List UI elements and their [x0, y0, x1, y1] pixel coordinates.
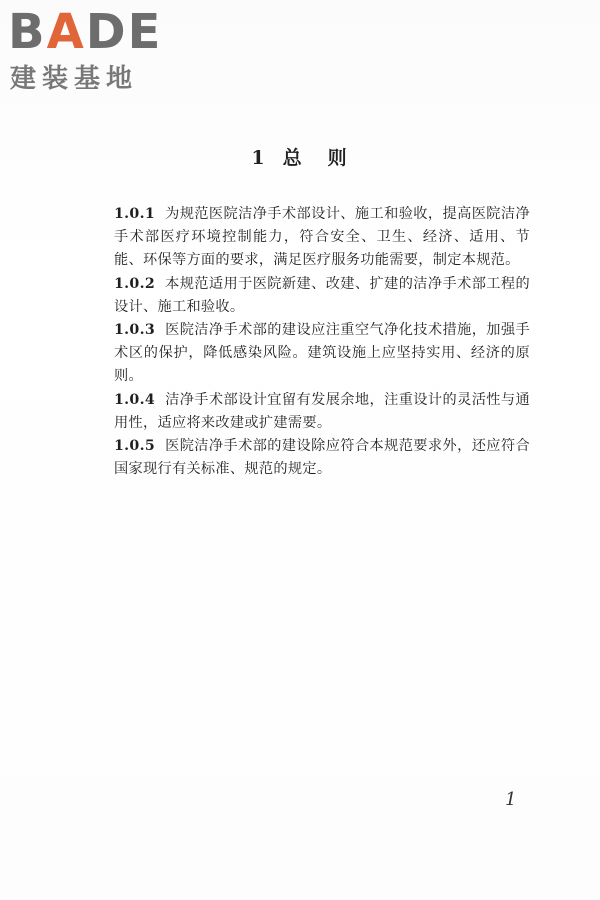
- clause-number: 1.0.3: [114, 322, 155, 339]
- logo-letters-de: DE: [85, 4, 163, 60]
- chapter-title-char-1: 总: [282, 147, 304, 169]
- logo-subtitle: 建装基地: [10, 64, 139, 94]
- logo-wordmark: [8, 6, 178, 58]
- clause-number: 1.0.2: [114, 275, 155, 292]
- chapter-title-char-2: 则: [327, 147, 349, 169]
- clause-1-0-1: [114, 203, 530, 273]
- page-number: 1: [505, 789, 517, 810]
- clause-1-0-3: [114, 319, 530, 389]
- clause-text: 医院洁净手术部的建设应注重空气净化技术措施，加强手术区的保护，降低感染风险。建筑设施上应坚持实用、经济的原则。: [114, 322, 530, 385]
- logo-letter-b: B: [8, 4, 47, 60]
- clause-text: 医院洁净手术部的建设除应符合本规范要求外，还应符合国家现行有关标准、规范的规定。: [114, 438, 530, 478]
- clauses-body: [114, 203, 530, 481]
- clause-number: 1.0.4: [114, 391, 155, 408]
- chapter-number: 1: [251, 147, 267, 169]
- clause-number: 1.0.1: [114, 206, 155, 222]
- clause-text: 洁净手术部设计宜留有发展余地，注重设计的灵活性与通用性，适应将来改建或扩建需要。: [114, 391, 530, 431]
- clause-number: 1.0.5: [114, 438, 155, 455]
- clause-1-0-5: [114, 435, 530, 481]
- clause-text: 为规范医院洁净手术部设计、施工和验收，提高医院洁净手术部医疗环境控制能力，符合安全、卫生、经济、适用、节能、环保等方面的要求，满足医疗服务功能需要，制定本规范。: [114, 206, 530, 269]
- watermark-logo: [8, 6, 178, 96]
- clause-1-0-4: [114, 389, 530, 435]
- chapter-title: [0, 143, 600, 170]
- clause-text: 本规范适用于医院新建、改建、扩建的洁净手术部工程的设计、施工和验收。: [114, 275, 530, 315]
- logo-letter-a: A: [46, 4, 86, 60]
- clause-1-0-2: [114, 273, 530, 319]
